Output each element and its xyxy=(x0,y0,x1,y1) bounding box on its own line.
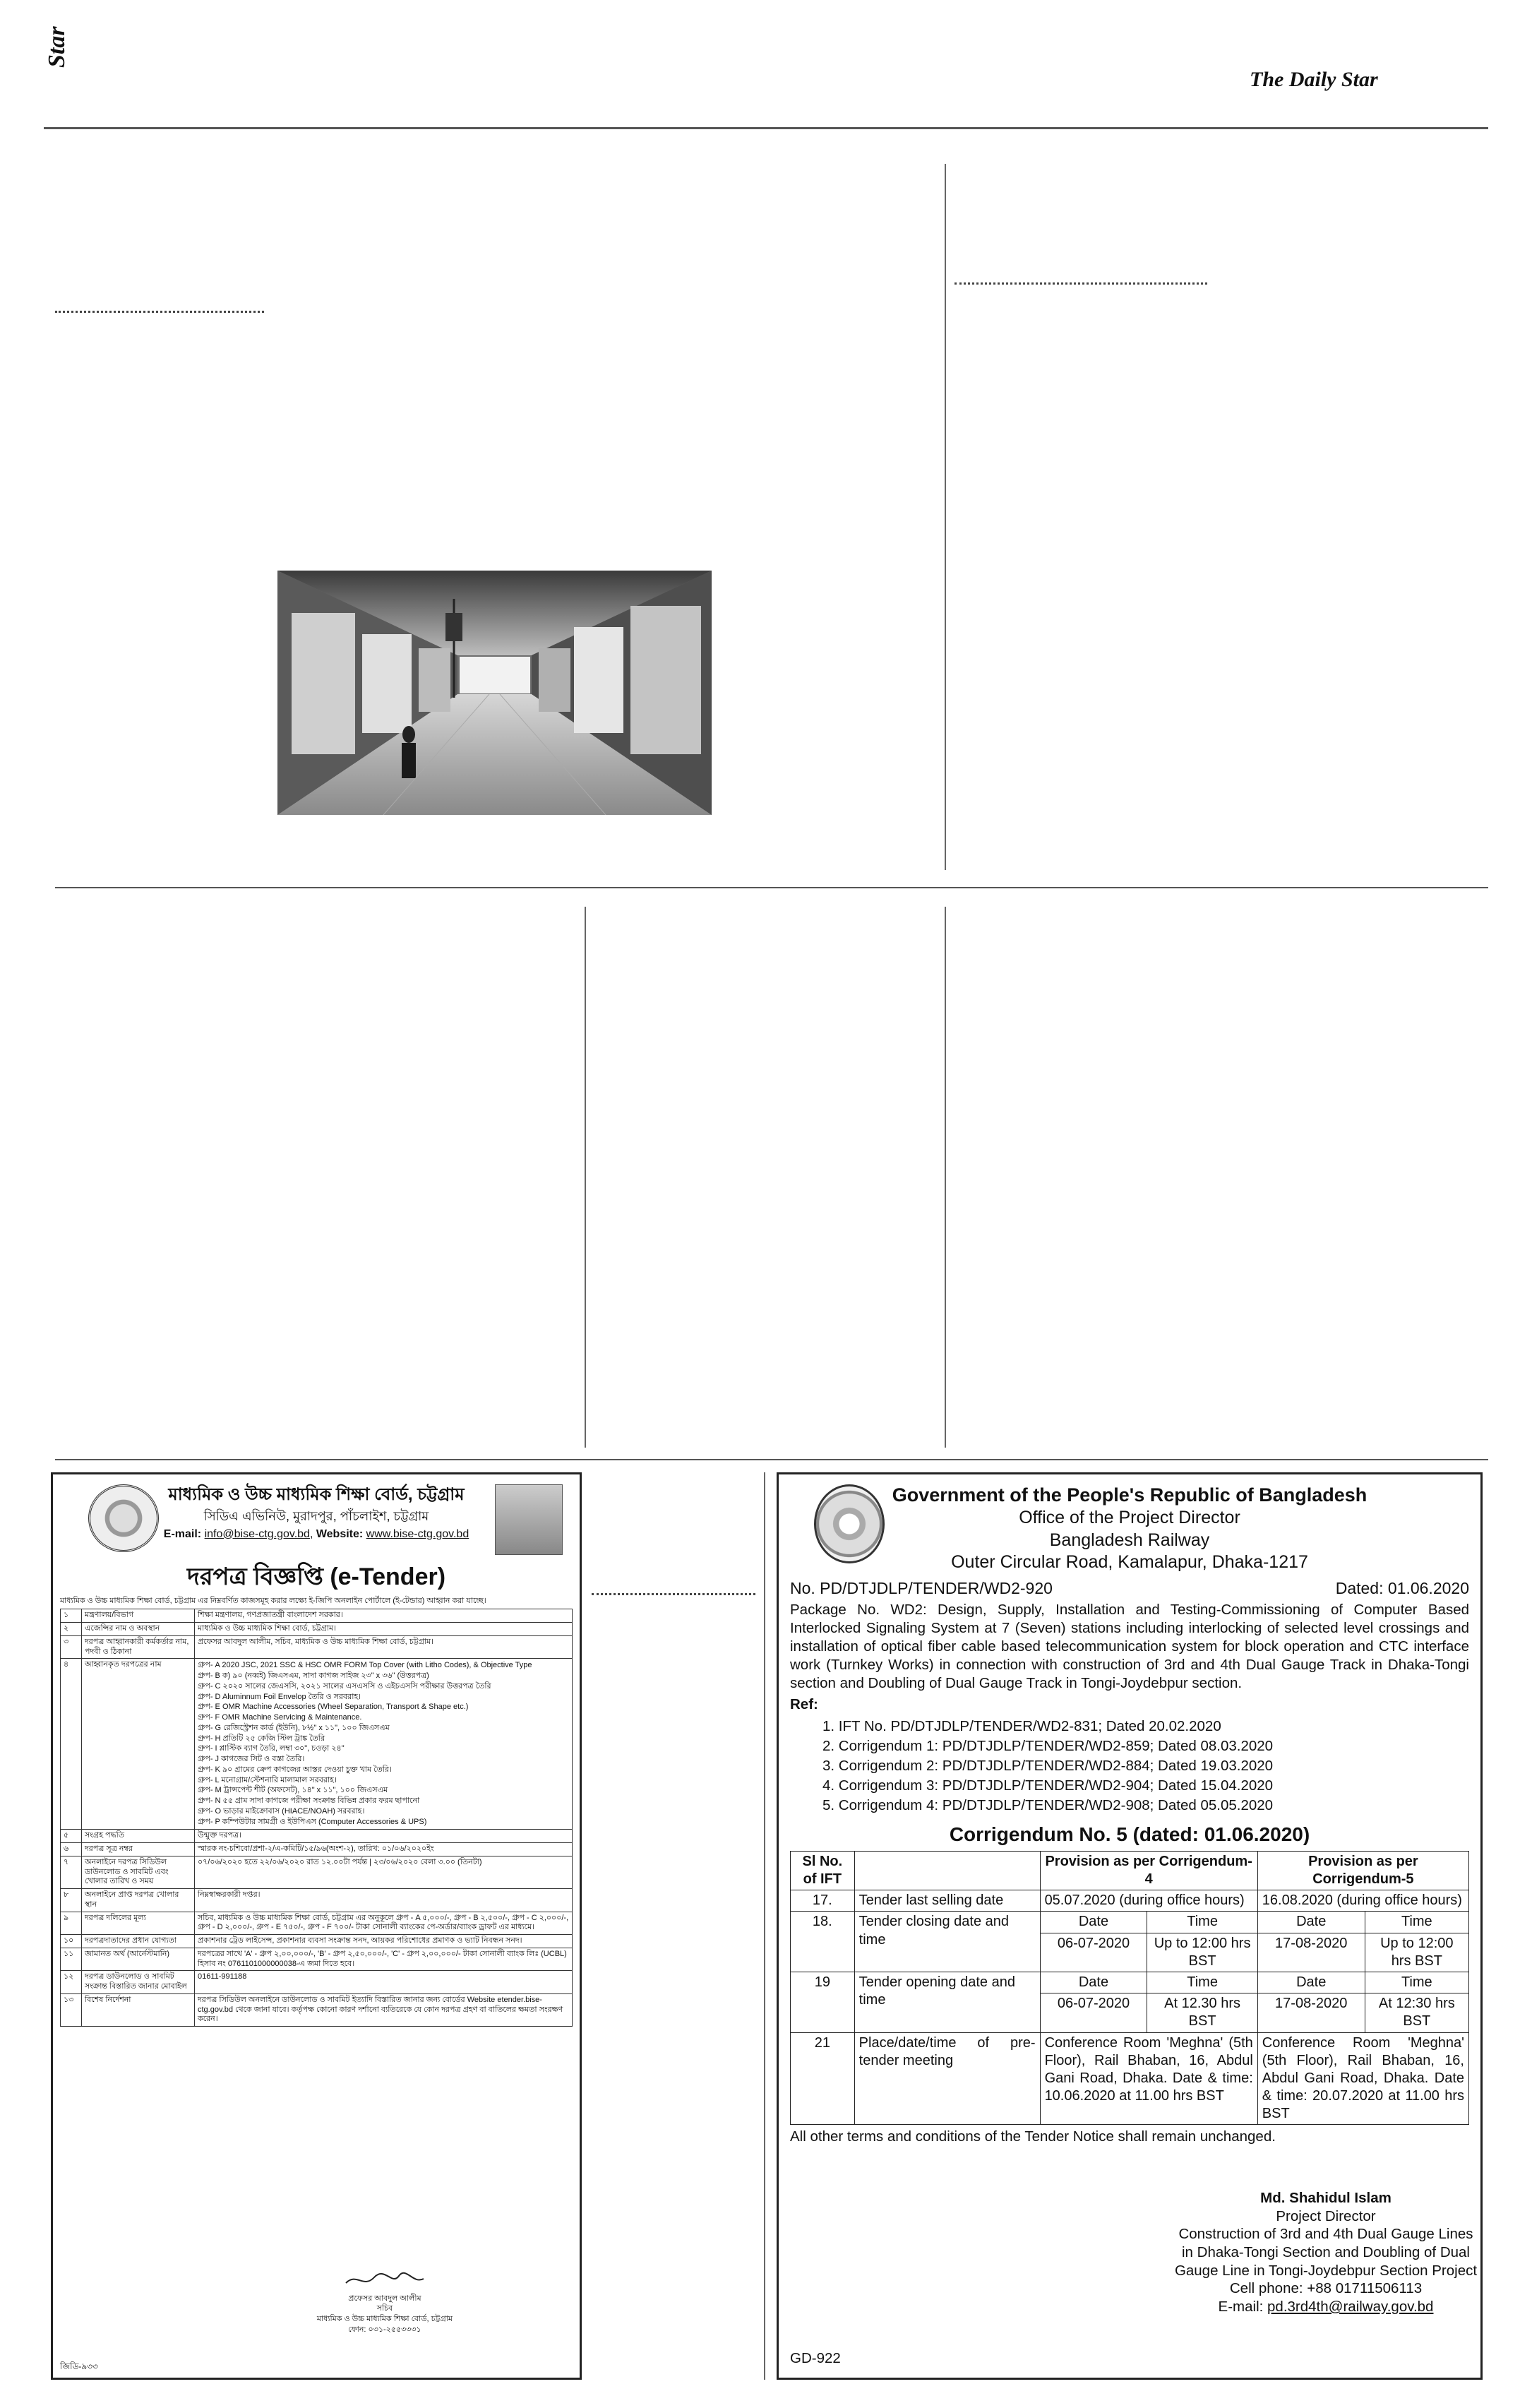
row-label: অনলাইনে দরপত্র সিডিউল ডাউনলোড ও সাবমিট এবং খোলার তারিখ ও সময় xyxy=(82,1856,195,1888)
table-row xyxy=(791,1912,1469,1933)
signer-cell: Cell phone: +88 01711506113 xyxy=(1229,2280,1423,2297)
railway-seal-icon xyxy=(814,1484,885,1563)
row-value: নিম্নস্বাক্ষরকারী দপ্তর। xyxy=(195,1889,573,1912)
edu-website-link[interactable]: www.bise-ctg.gov.bd xyxy=(366,1527,469,1540)
cell-sl: 18. xyxy=(791,1912,855,1972)
column-rule xyxy=(764,1472,765,2380)
table-row xyxy=(61,1623,573,1636)
cell-prov4: Conference Room 'Meghna' (5th Floor), Rail Bhaban, 16, Abdul Gani Road, Dhaka. Date & time: 10.06.2020 at 11.00 hrs BST xyxy=(1040,2032,1257,2125)
row-number: ৯ xyxy=(61,1912,82,1935)
table-row xyxy=(791,1890,1469,1912)
table-row xyxy=(61,1993,573,2026)
edu-ad-header xyxy=(60,1480,573,1558)
edu-tender-table xyxy=(60,1609,573,2027)
row-number: ১১ xyxy=(61,1948,82,1971)
rail-ref-no: No. PD/DTJDLP/TENDER/WD2-920 xyxy=(790,1578,1053,1597)
cell-date-label: Date xyxy=(1040,1912,1147,1933)
group-item: গ্রুপ- I প্লাস্টিক ব্যাগ তৈরি, লম্বা ৩০", চওড়া ২৪" xyxy=(198,1744,345,1753)
row-label: আহ্বানকৃত দরপত্রের নাম xyxy=(82,1659,195,1830)
edu-signature-block xyxy=(317,2269,453,2335)
rail-gov-title: Government of the People's Republic of Bangladesh xyxy=(892,1484,1368,1506)
cell-time-label: Time xyxy=(1365,1912,1468,1933)
row-label: বিশেষ নির্দেশনা xyxy=(82,1993,195,2026)
cell-date4: 06-07-2020 xyxy=(1040,1993,1147,2032)
group-item: গ্রুপ- K ৯০ গ্রামের ক্রেপ কাগজের আস্তর দেওয়া চুক্ত খাম তৈরি। xyxy=(198,1765,393,1774)
group-item: গ্রুপ- E OMR Machine Accessories (Wheel Separation, Transport & Shape etc.) xyxy=(198,1703,469,1712)
row-number: ৬ xyxy=(61,1843,82,1856)
group-item: গ্রুপ- B ক) ৯০ (নব্বই) জিএসএম, সাদা কাগজ সাইজ ২৩" x ৩৬" (উত্তরপত্র) xyxy=(198,1671,429,1680)
edu-contact-line: E-mail: info@bise-ctg.gov.bd, Website: www.bise-ctg.gov.bd xyxy=(163,1527,469,1540)
edu-intro-text: মাধ্যমিক ও উচ্চ মাধ্যমিক শিক্ষা বোর্ড, চট্টগ্রাম এর নিম্নবর্ণিত কাজসমূহ করার লক্ষ্যে ই-জিপি অনলাইন পোর্টালে (ই-টেন্ডার) আহ্বান করা যাচ্ছে। xyxy=(60,1596,486,1605)
row-label: সংগ্রহ পদ্ধতি xyxy=(82,1830,195,1843)
signer-org: মাধ্যমিক ও উচ্চ মাধ্যমিক শিক্ষা বোর্ড, চট্টগ্রাম xyxy=(316,2315,453,2324)
board-seal-icon xyxy=(88,1484,159,1552)
row-label: দরপত্র দলিলের মূল্য xyxy=(82,1912,195,1935)
group-item: গ্রুপ- A 2020 JSC, 2021 SSC & HSC OMR FORM Top Cover (with Litho Codes), & Objective Type xyxy=(198,1661,532,1670)
cell-time-label: Time xyxy=(1147,1912,1257,1933)
signer-email-line xyxy=(1174,2298,1478,2316)
table-row xyxy=(791,1972,1469,1993)
group-item: গ্রুপ- F OMR Machine Servicing & Maintenance. xyxy=(198,1713,362,1722)
column-rule xyxy=(945,164,946,870)
column-rule xyxy=(585,907,586,1448)
cell-time4: Up to 12:00 hrs BST xyxy=(1147,1933,1257,1972)
cell-date-label: Date xyxy=(1257,1912,1365,1933)
row-value: দরপত্রের সাথে 'A' - গ্রুপ ২,০০,০০০/-, 'B' - গ্রুপ ২,৫০,০০০/-, 'C' - গ্রুপ ২,০০,০০০/- টাকা সোনালী ব্যাংক লিঃ (UCBL) হিসাব নং 0761101000000038-এ জমা দিতে হবে। xyxy=(195,1948,573,1971)
rail-footer-note: All other terms and conditions of the Tender Notice shall remain unchanged. xyxy=(790,2128,1276,2145)
row-number: ৮ xyxy=(61,1889,82,1912)
table-row xyxy=(61,1609,573,1623)
edu-tender-title: দরপত্র বিজ্ঞপ্তি (e-Tender) xyxy=(186,1563,446,1590)
rail-office: Office of the Project Director xyxy=(1019,1508,1240,1528)
dotted-separator xyxy=(592,1593,755,1595)
ref-item: 2. Corrigendum 1: PD/DTJDLP/TENDER/WD2-859; Dated 08.03.2020 xyxy=(822,1738,1274,1755)
table-row xyxy=(61,1948,573,1971)
cell-prov5: Conference Room 'Meghna' (5th Floor), Rail Bhaban, 16, Abdul Gani Road, Dhaka. Date & time: 20.07.2020 at 11.00 hrs BST xyxy=(1257,2032,1468,2125)
section-rule xyxy=(55,1459,1488,1460)
row-label: জামানত অর্থ (আর্নেস্টমানি) xyxy=(82,1948,195,1971)
row-value xyxy=(195,1659,573,1830)
row-number: ২ xyxy=(61,1623,82,1636)
row-value: ০৭/০৬/২০২০ হতে ২২/০৬/২০২০ রাত ১২.০০টা পর্যন্ত | ২৩/০৬/২০২০ বেলা ৩.০০ (তিনটা) xyxy=(195,1856,573,1888)
cell-time5: At 12:30 hrs BST xyxy=(1365,1993,1468,2032)
section-rule xyxy=(55,887,1488,888)
dotted-separator xyxy=(954,282,1207,285)
row-number: ৫ xyxy=(61,1830,82,1843)
table-row xyxy=(61,1889,573,1912)
signer-project: Construction of 3rd and 4th Dual Gauge Lines in Dhaka-Tongi Section and Doubling of Dual Gauge Line in Tongi-Joydebpur Section Project xyxy=(1174,2226,1478,2279)
table-row xyxy=(61,1912,573,1935)
cell-item: Tender opening date and time xyxy=(854,1972,1040,2032)
signer-email-link[interactable]: pd.3rd4th@railway.gov.bd xyxy=(1267,2298,1434,2315)
row-label: দরপত্র সূত্র নম্বর xyxy=(82,1843,195,1856)
row-label: দরপত্রদাতাদের প্রধান যোগ্যতা xyxy=(82,1935,195,1948)
rail-signature-block xyxy=(1174,2189,1478,2315)
table-row xyxy=(61,1635,573,1659)
rail-dept: Bangladesh Railway xyxy=(1049,1530,1210,1550)
portrait-image xyxy=(495,1484,563,1555)
group-list xyxy=(198,1661,569,1827)
row-value: শিক্ষা মন্ত্রণালয়, গণপ্রজাতন্ত্রী বাংলাদেশ সরকার। xyxy=(195,1609,573,1623)
edu-org-name: মাধ্যমিক ও উচ্চ মাধ্যমিক শিক্ষা বোর্ড, চট্টগ্রাম xyxy=(168,1485,465,1504)
edu-ad-code: জিডি-৯৩৩ xyxy=(60,2361,98,2371)
table-row xyxy=(791,2032,1469,2125)
ref-item: 5. Corrigendum 4: PD/DTJDLP/TENDER/WD2-908; Dated 05.05.2020 xyxy=(822,1796,1274,1813)
row-number: ৭ xyxy=(61,1856,82,1888)
cell-sl: 19 xyxy=(791,1972,855,2032)
row-number: ৪ xyxy=(61,1659,82,1830)
signer-name: প্রফেসর আবদুল আলীম xyxy=(348,2294,421,2303)
row-value: স্মারক নং-চশিবো/প্রশা-২/এ-কমিটি/১৫/৯৬(অংশ-২), তারিখ: ০১/০৬/২০২০ইং xyxy=(195,1843,573,1856)
signer-title: Project Director xyxy=(1276,2207,1376,2224)
group-item: গ্রুপ- C ২০২০ সালের জেএসসি, ২০২১ সালের এসএসসি ও এইচএসসি পরীক্ষার উত্তরপত্র তৈরি xyxy=(198,1681,491,1691)
row-number: ১০ xyxy=(61,1935,82,1948)
row-value: সচিব, মাধ্যমিক ও উচ্চ মাধ্যমিক শিক্ষা বোর্ড, চট্টগ্রাম এর অনুকূলে গ্রুপ - A ৫,০০০/-, গ্রুপ - B ২,৫০০/-, গ্রুপ - C ২,০০০/-, গ্রুপ - D ২,০০০/-, গ্রুপ - E ৭৫০/-, গ্রুপ - F ৭০০/- টাকা সোনালী ব্যাংকের পে-অর্ডার/ব্যাংক ড্রাফট এর মাধ্যমে। xyxy=(195,1912,573,1935)
table-header-row xyxy=(791,1851,1469,1890)
ref-item: 3. Corrigendum 2: PD/DTJDLP/TENDER/WD2-884; Dated 19.03.2020 xyxy=(822,1758,1274,1775)
cell-date-label: Date xyxy=(1257,1972,1365,1993)
table-row xyxy=(61,1830,573,1843)
row-value: দরপত্র সিডিউল অনলাইনে ডাউনলোড ও সাবমিট ইত্যাদি বিস্তারিত জানার জন্য বোর্ডের Website etender.bise-ctg.gov.bd থেকে জানা যাবে। কর্তৃপক্ষ কোনো কারণ দর্শানো ব্যতিরেকে যে কোন দরপত্র গ্রহণ বা বাতিলের ক্ষমতা সংরক্ষণ করেন। xyxy=(195,1993,573,2026)
table-row xyxy=(61,1935,573,1948)
masthead-right-logo: The Daily Star xyxy=(1250,68,1378,91)
signer-name: Md. Shahidul Islam xyxy=(1260,2190,1392,2206)
rail-address: Outer Circular Road, Kamalapur, Dhaka-1217 xyxy=(951,1552,1308,1573)
cell-prov4: 05.07.2020 (during office hours) xyxy=(1040,1890,1257,1912)
row-value: 01611-991188 xyxy=(195,1971,573,1994)
row-value: প্রকাশনার ট্রেড লাইসেন্স, প্রকাশনার ব্যবসা সংক্রান্ত সনদ, আয়কর পরিশোধের প্রমাণক ও ভ্যাট নিবন্ধন সনদ। xyxy=(195,1935,573,1948)
railway-corrigendum-ad xyxy=(777,1472,1483,2380)
row-label: দরপত্র আহ্বানকারী কর্মকর্তার নাম, পদবী ও ঠিকানা xyxy=(82,1635,195,1659)
email-label: E-mail: xyxy=(163,1527,202,1540)
group-item: গ্রুপ- H প্রতিটি ২৫ কেজি স্টিল ট্রাঙ্ক তৈরি xyxy=(198,1734,325,1743)
group-item: গ্রুপ- D Aluminnum Foil Envelop তৈরি ও সরবরাহ। xyxy=(198,1692,361,1701)
group-item: গ্রুপ- P কম্পিউটার সামগ্রী ও ইউপিএস (Computer Accessories & UPS) xyxy=(198,1817,427,1826)
edu-org-address: সিডিএ এভিনিউ, মুরাদপুর, পাঁচলাইশ, চট্টগ্রাম xyxy=(203,1509,429,1523)
rail-ref-list xyxy=(822,1717,1469,1814)
masthead-left-logo: Star xyxy=(44,26,70,68)
signer-phone: ফোন: ০৩১-২৫৫৩৩৩১ xyxy=(348,2325,421,2335)
website-label: Website: xyxy=(316,1527,364,1540)
cell-sl: 17. xyxy=(791,1890,855,1912)
cell-time5: Up to 12:00 hrs BST xyxy=(1365,1933,1468,1972)
corrigendum-title: Corrigendum No. 5 (dated: 01.06.2020) xyxy=(949,1823,1310,1845)
cell-date4: 06-07-2020 xyxy=(1040,1933,1147,1972)
rail-dated: Dated: 01.06.2020 xyxy=(1335,1578,1469,1597)
group-item: গ্রুপ- G রেজিস্ট্রেশন কার্ড (ইউনি), ৮½" x ১১", ১০০ জিএসএম xyxy=(198,1723,390,1732)
row-value: প্রফেসর আবদুল আলীম, সচিব, মাধ্যমিক ও উচ্চ মাধ্যমিক শিক্ষা বোর্ড, চট্টগ্রাম। xyxy=(195,1635,573,1659)
group-item: গ্রুপ- O ভাড়ার মাইক্রোবাস (HIACE/NOAH) সরবরাহ। xyxy=(198,1806,365,1816)
table-row xyxy=(61,1971,573,1994)
cell-prov5: 16.08.2020 (during office hours) xyxy=(1257,1890,1468,1912)
cell-date5: 17-08-2020 xyxy=(1257,1933,1365,1972)
rail-package-description: Package No. WD2: Design, Supply, Installation and Testing-Commissioning of Computer Based Interlocked Signaling System at 7 (Seven) stations including interlocking of selected level crossings and installation of optical fiber cable based telecommunication system for block operation and CTC interface work (Turnkey Works) in connection with construction of 3rd and 4th Dual Gauge Track in Dhaka-Tongi section and Doubling of Dual Gauge Track in Tongi-Joydebpur section. xyxy=(790,1602,1469,1691)
row-label: এজেন্সির নাম ও অবস্থান xyxy=(82,1623,195,1636)
table-row xyxy=(61,1659,573,1830)
header-prov4: Provision as per Corrigendum-4 xyxy=(1040,1851,1257,1890)
row-label: মন্ত্রণালয়/বিভাগ xyxy=(82,1609,195,1623)
mall-corridor-photo xyxy=(277,571,712,815)
column-rule xyxy=(945,907,946,1448)
row-value: উন্মুক্ত দরপত্র। xyxy=(195,1830,573,1843)
row-number: ৩ xyxy=(61,1635,82,1659)
ref-item: 4. Corrigendum 3: PD/DTJDLP/TENDER/WD2-904; Dated 15.04.2020 xyxy=(822,1777,1274,1794)
row-label: দরপত্র ডাউনলোড ও সাবমিট সংক্রান্ত বিস্তারিত জানার মোবাইল xyxy=(82,1971,195,1994)
corrigendum-table xyxy=(790,1851,1469,2126)
cell-item: Tender closing date and time xyxy=(854,1912,1040,1972)
row-number: ১২ xyxy=(61,1971,82,1994)
cell-sl: 21 xyxy=(791,2032,855,2125)
header-prov5: Provision as per Corrigendum-5 xyxy=(1257,1851,1468,1890)
row-label: অনলাইনে প্রাপ্ত দরপত্র খোলার স্থান xyxy=(82,1889,195,1912)
rail-ad-code: GD-922 xyxy=(790,2350,841,2367)
table-row xyxy=(61,1843,573,1856)
cell-time4: At 12.30 hrs BST xyxy=(1147,1993,1257,2032)
cell-time-label: Time xyxy=(1365,1972,1468,1993)
signer-title: সচিব xyxy=(376,2304,393,2313)
header-item xyxy=(854,1851,1040,1890)
masthead-rule xyxy=(44,127,1488,129)
group-item: গ্রুপ- M ট্রান্সপেন্ট শীট (অফসেট), ১৪" x ১১", ১০০ জিএসএম xyxy=(198,1786,388,1795)
ref-item: 1. IFT No. PD/DTJDLP/TENDER/WD2-831; Dated 20.02.2020 xyxy=(822,1718,1221,1735)
row-number: ১৩ xyxy=(61,1993,82,2026)
signature-mark xyxy=(342,2269,427,2290)
cell-date5: 17-08-2020 xyxy=(1257,1993,1365,2032)
table-row xyxy=(61,1856,573,1888)
photo-graphic xyxy=(277,571,712,815)
cell-date-label: Date xyxy=(1040,1972,1147,1993)
dotted-separator xyxy=(55,311,264,313)
header-sl: Sl No. of IFT xyxy=(791,1851,855,1890)
edu-email-link[interactable]: info@bise-ctg.gov.bd xyxy=(204,1527,310,1540)
cell-item: Tender last selling date xyxy=(854,1890,1040,1912)
cell-time-label: Time xyxy=(1147,1972,1257,1993)
group-item: গ্রুপ- L মনোগ্রাম/স্টেশনারি মালামাল সরবরাহ। xyxy=(198,1775,337,1784)
rail-header xyxy=(790,1483,1469,1574)
rail-ref-label: Ref: xyxy=(790,1695,818,1712)
row-number: ১ xyxy=(61,1609,82,1623)
rail-ref-line xyxy=(790,1578,1469,1599)
group-item: গ্রুপ- N ৫৫ গ্রাম সাদা কাগজে পরীক্ষা সংক্রান্ত বিভিন্ন প্রকার ফরম ছাপানো xyxy=(198,1796,420,1805)
cell-item: Place/date/time of pre-tender meeting xyxy=(854,2032,1040,2125)
email-label: E-mail: xyxy=(1218,2298,1264,2315)
group-item: গ্রুপ- J কাগজের সিট ও বস্তা তৈরি। xyxy=(198,1755,305,1763)
row-value: মাধ্যমিক ও উচ্চ মাধ্যমিক শিক্ষা বোর্ড, চট্টগ্রাম। xyxy=(195,1623,573,1636)
edu-board-tender-ad xyxy=(51,1472,582,2380)
